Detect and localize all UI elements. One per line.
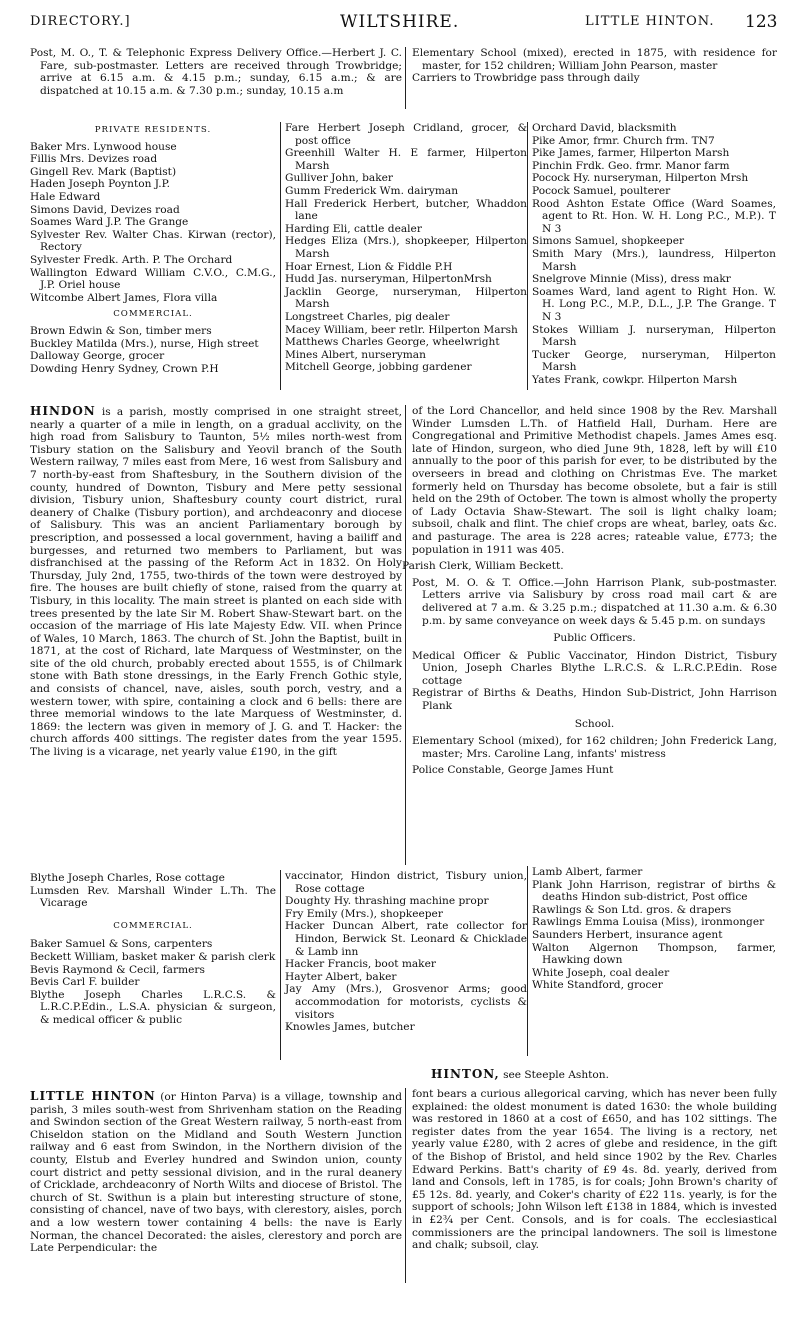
hindon-directory-col-2 — [280, 870, 527, 1060]
directory-entry: Greenhill Walter H. E farmer, Hilperton Marsh — [285, 147, 527, 172]
directory-entry: Matthews Charles George, wheelwright — [285, 336, 500, 349]
directory-col-1 — [30, 120, 276, 375]
hindon-text-left: is a parish, mostly comprised in one straight street, nearly a quarter of a mile in length, on a gradual acclivity, on the high road from Salisbury to Taunton, 5½ miles north-west from Tisbury station on the Salisbury and Yeovil branch of the South Western railway, 7 miles east from Mere, 16 west from Salisbury and 7 north-by-east from Shaftesbury, in the Southern division of the county, hundred of Downton, Tisbury and Mere petty sessional division, Tisbury union, Shaftesbury county court district, rural deanery of Chalke (Tisbury portion), and archdeaconry and diocese of Salisbury. This was an ancient Parliamentary borough by prescription, and possessed a local government, having a bailiff and burgesses, and returned two members to Parliament, but was disfranchised at the passing of the Reform Act in 1832. On Holy Thursday, July 2nd, 1755, two-thirds of the town were destroyed by fire. The houses are built chiefly of stone, raised from the quarry at Tisbury, in this locality. The main street is planted on each side with trees presented by the late Sir M. Robert Shaw-Stewart bart. on the occasion of the marriage of His late Majesty Edw. VII. when Prince of Wales, 10 March, 1863. The church of St. John the Baptist, built in 1871, at the cost of Richard, late Marquess of Westminster, on the site of the old church, probably erected about 1555, is of Chilmark stone with Bath stone dressings, in the Early French Gothic style, and consists of chancel, nave, aisles, south porch, vestry, and a western tower, with spire, containing a clock and 6 bells: there are three memorial windows to the late Marquess of Westminster, d. 1869: the lectern was given in memory of J. G. and T. Hacker: the church affords 400 sittings. The register dates from the year 1595. The living is a vicarage, net yearly value £190, in the gift — [30, 406, 403, 759]
directory-entry: Mines Albert, nurseryman — [285, 348, 426, 361]
hindon-directory-col-3 — [527, 866, 776, 1056]
directory-entry: Gumm Frederick Wm. dairyman — [285, 184, 459, 197]
directory-entry: Hudd Jas. nurseryman, HilpertonMrsh — [285, 273, 492, 286]
private-residents-heading: PRIVATE RESIDENTS. — [94, 125, 212, 135]
hinton-lead: HINTON, — [431, 1067, 500, 1081]
directory-entry: Gulliver John, baker — [285, 172, 393, 185]
page-number: 123 — [745, 12, 778, 32]
directory-entry: Rood Ashton Estate Office (Ward Soames, agent to Rt. Hon. W. H. Long P.C., M.P.). T N 3 — [532, 197, 776, 235]
directory-entry: Simons David, Devizes road — [30, 203, 180, 216]
hindon-text-right: of the Lord Chancellor, and held since 1908 by the Rev. Marshall Winder Lumsden L.Th. of Hatfield Hall, Durham. Here are Congregational and Primitive Methodist chapels. James Ames esq. late of Hindon, surgeon, who died June 9th, 1828, left by will £10 annually to the poor of this parish for ever, to be distributed by the overseers in bread and clothing on Christmas Eve. The market formerly held on Thursday has become obsolete, but a fair is still held on the 29th of October. The town is almost wholly the property of Lady Octavia Shaw-Stewart. The soil is light chalky loam; subsoil, chalk and flint. The chief crops are wheat, barley, oats &c. and pasturage. The area is 228 acres; rateable value, £773; the population in 1911 was 405. — [412, 405, 777, 556]
directory-col-2 — [280, 122, 527, 390]
directory-entry: Doughty Hy. thrashing machine propr — [285, 895, 489, 908]
little-hinton-lead: LITTLE HINTON — [30, 1089, 156, 1103]
directory-entry: Buckley Matilda (Mrs.), nurse, High street — [30, 337, 259, 350]
hindon-school: Elementary School (mixed), for 162 children; John Frederick Lang, master; Mrs. Caroline Lang, infants' mistress — [412, 735, 777, 760]
hindon-directory-col-1 — [30, 872, 276, 1027]
little-hinton-right-column — [405, 1088, 777, 1283]
directory-entry: Plank John Harrison, registrar of births & deaths Hindon sub-district, Post office — [532, 878, 776, 904]
parish-clerk: Parish Clerk, William Beckett. — [402, 560, 564, 573]
directory-entry: Jacklin George, nurseryman, Hilperton Marsh — [285, 285, 527, 311]
directory-entry: Dalloway George, grocer — [30, 350, 165, 363]
directory-entry: Lamb Albert, farmer — [532, 866, 643, 878]
post-office-entry: Post, M. O., T. & Telephonic Express Delivery Office.—Herbert J. C. Fare, sub-postmaster. Letters are received through Trowbridge; arrive at 6.15 a.m. & 4.15 p.m.; sunday, 6.15 a.m.; & are dispatched at 10.15 a.m. & 7.30 p.m.; sunday, 10.15 a.m — [30, 47, 402, 97]
directory-entry: Hayter Albert, baker — [285, 970, 397, 983]
directory-entry: Hacker Francis, boot maker — [285, 958, 436, 971]
hindon-commercial-heading: COMMERCIAL. — [113, 920, 193, 931]
directory-entry: Yates Frank, cowkpr. Hilperton Marsh — [532, 373, 738, 386]
directory-entry: Haden Joseph Poynton J.P. — [30, 178, 170, 191]
page-header — [30, 12, 778, 38]
directory-entry: Stokes William J. nurseryman, Hilperton Marsh — [532, 323, 776, 349]
county-title: WILTSHIRE. — [340, 12, 460, 32]
directory-entry: Simons Samuel, shopkeeper — [532, 235, 685, 248]
directory-entry: Baker Samuel & Sons, carpenters — [30, 938, 213, 951]
directory-entry: Smith Mary (Mrs.), laundress, Hilperton Marsh — [532, 247, 776, 273]
directory-entry: Tucker George, nurseryman, Hilperton Marsh — [532, 348, 776, 374]
little-hinton-text-right: font bears a curious allegorical carving, which has never been fully explained: the oldest monument is dated 1630: the whole building was restored in 1860 at a cost of £650, and has 102 sittings. The register dates from the year 1654. The living is a rectory, net yearly value £280, with 2 acres of glebe and residence, in the gift of the Bishop of Bristol, and held since 1902 by the Rev. Charles Edward Perkins. Batt's charity of £9 4s. 8d. yearly, derived from land and Consols, left in 1785, is for coals; John Brown's charity of £5 12s. 8d. yearly, and Coker's charity of £22 11s. yearly, is for the support of schools; John Wilson left £138 in 1884, which is invested in £2¾ per Cent. Consols, and is for coals. The ecclesiastical commissioners are the principal landowners. The soil is limestone and chalk; subsoil, clay. — [412, 1088, 777, 1252]
directory-entry: Bevis Carl F. builder — [30, 976, 140, 989]
directory-entry: Knowles James, butcher — [285, 1021, 415, 1034]
directory-entry: Hedges Eliza (Mrs.), shopkeeper, Hilperton Marsh — [285, 235, 527, 260]
school-entry: Elementary School (mixed), erected in 1875, with residence for master, for 152 children; William John Pearson, master — [412, 47, 777, 72]
directory-entry: vaccinator, Hindon district, Tisbury union, Rose cottage — [285, 870, 527, 895]
directory-entry: Blythe Joseph Charles L.R.C.S. & L.R.C.P.Edin., L.S.A. physician & surgeon, & medical officer & public — [30, 988, 276, 1026]
hinton-cross-reference — [300, 1068, 740, 1082]
directory-entry: Macey William, beer retlr. Hilperton Marsh — [285, 323, 518, 336]
hindon-lead: HINDON — [30, 404, 96, 418]
little-hinton-description — [30, 1090, 402, 1255]
carriers-entry: Carriers to Trowbridge pass through daily — [412, 72, 640, 85]
directory-entry: Sylvester Rev. Walter Chas. Kirwan (rector), Rectory — [30, 228, 276, 254]
directory-entry: White Joseph, coal dealer — [532, 966, 670, 979]
hindon-description — [30, 405, 402, 759]
directory-entry: Soames Ward J.P. The Grange — [30, 216, 189, 229]
directory-entry: Bevis Raymond & Cecil, farmers — [30, 963, 205, 976]
directory-entry: Sylvester Fredk. Arth. P. The Orchard — [30, 253, 233, 266]
school-heading: School. — [574, 717, 615, 730]
directory-entry: Harding Eli, cattle dealer — [285, 222, 422, 235]
directory-entry: Registrar of Births & Deaths, Hindon Sub-District, John Harrison Plank — [412, 687, 777, 713]
commercial-heading: COMMERCIAL. — [113, 309, 193, 320]
public-officers-heading: Public Officers. — [553, 632, 636, 645]
directory-entry: Walton Algernon Thompson, farmer, Hawking down — [532, 941, 776, 967]
directory-entry: Rawlings & Son Ltd. gros. & drapers — [532, 903, 732, 916]
directory-entry: Hoar Ernest, Lion & Fiddle P.H — [285, 260, 453, 273]
directory-entry: Pocock Hy. nurseryman, Hilperton Mrsh — [532, 172, 749, 185]
little-hinton-text-left: (or Hinton Parva) is a village, township and parish, 3 miles south-west from Shrivenham station on the Reading and Swindon section of the Great Western railway, 5 north-east from Chiseldon station on the Midland and South Western Junction railway and 6 east from Swindon, in the Northern division of the county, Elstub and Everley hundred and Swindon union, county court district and petty sessional division, and in the rural deanery of Cricklade, archdeaconry of North Wilts and diocese of Bristol. The church of St. Swithun is a plain but interesting structure of stone, consisting of chancel, nave of two bays, with clerestory, aisles, porch and a low western tower containing 4 bells: the nave is Early Norman, the chancel Decorated: the aisles, clerestory and porch are Late Perpendicular: the — [30, 1091, 402, 1255]
directory-entry: Fare Herbert Joseph Cridland, grocer, & post office — [285, 122, 527, 147]
directory-entry: Pocock Samuel, poulterer — [532, 184, 671, 197]
directory-entry: Snelgrove Minnie (Miss), dress makr — [532, 273, 731, 286]
running-head-left: DIRECTORY.] — [30, 14, 131, 29]
directory-entry: Saunders Herbert, insurance agent — [532, 928, 723, 941]
directory-entry: Beckett William, basket maker & parish clerk — [30, 950, 276, 963]
hindon-post-office: Post, M. O. & T. Office.—John Harrison Plank, sub-postmaster. Letters arrive via Salisbury by cross road mail cart & are delivered at 7 a.m. & 3.25 p.m.; dispatched at 11.30 a.m. & 6.30 p.m. by same conveyance on week days & 5.45 p.m. on sundays — [412, 576, 777, 627]
directory-entry: Rawlings Emma Louisa (Miss), ironmonger — [532, 916, 765, 929]
directory-entry: Soames Ward, land agent to Right Hon. W. H. Long P.C., M.P., D.L., J.P. The Grange. T N 3 — [532, 285, 776, 323]
directory-entry: Mitchell George, jobbing gardener — [285, 361, 472, 374]
running-head-right: LITTLE HINTON. — [585, 14, 715, 29]
directory-entry: Longstreet Charles, pig dealer — [285, 310, 450, 323]
directory-entry: Hall Frederick Herbert, butcher, Whaddon lane — [285, 197, 527, 223]
directory-entry: Pike Amor, frmr. Church frm. TN7 — [532, 134, 715, 147]
hindon-right-column — [402, 405, 777, 865]
directory-entry: Hacker Duncan Albert, rate collector for Hindon, Berwick St. Leonard & Chicklade & Lamb inn — [285, 920, 527, 958]
directory-entry: Pinchin Frdk. Geo. frmr. Manor farm — [532, 159, 730, 172]
directory-entry: Baker Mrs. Lynwood house — [30, 140, 177, 153]
directory-entry: Gingell Rev. Mark (Baptist) — [30, 165, 177, 178]
directory-entry: Medical Officer & Public Vaccinator, Hindon District, Tisbury Union, Joseph Charles Blythe L.R.C.S. & L.R.C.P.Edin. Rose cottage — [412, 649, 777, 687]
hilperton-post-office-block — [30, 47, 402, 97]
directory-entry: Dowding Henry Sydney, Crown P.H — [30, 362, 219, 375]
directory-entry: Brown Edwin & Son, timber mers — [30, 324, 212, 337]
directory-entry: Pike James, farmer, Hilperton Marsh — [532, 147, 730, 160]
hilperton-school-block — [405, 47, 777, 109]
directory-entry: White Standford, grocer — [532, 979, 663, 992]
directory-entry: Witcombe Albert James, Flora villa — [30, 291, 218, 304]
directory-entry: Wallington Edward William C.V.O., C.M.G., J.P. Oriel house — [30, 266, 276, 292]
directory-entry: Fry Emily (Mrs.), shopkeeper — [285, 907, 443, 920]
police-constable: Police Constable, George James Hunt — [412, 764, 614, 777]
directory-entry: Jay Amy (Mrs.), Grosvenor Arms; good accommodation for motorists, cyclists & visitors — [285, 983, 527, 1021]
directory-entry: Orchard David, blacksmith — [532, 122, 677, 134]
directory-entry: Lumsden Rev. Marshall Winder L.Th. The Vicarage — [30, 884, 276, 910]
directory-entry: Hale Edward — [30, 190, 101, 203]
hinton-text: see Steeple Ashton. — [503, 1069, 609, 1081]
directory-col-3 — [527, 122, 776, 390]
directory-entry: Blythe Joseph Charles, Rose cottage — [30, 872, 225, 884]
directory-entry: Fillis Mrs. Devizes road — [30, 153, 158, 166]
